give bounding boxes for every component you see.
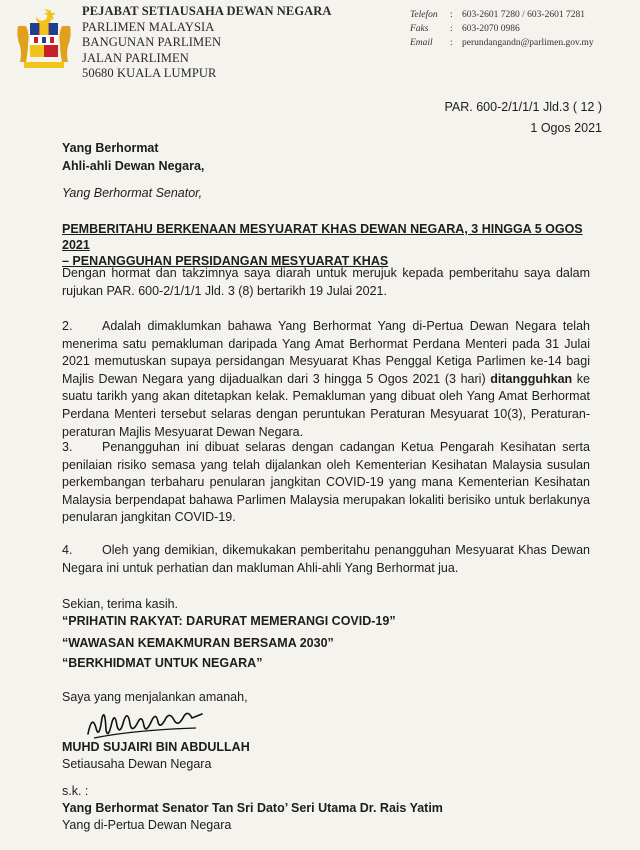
office-address	[82, 4, 332, 82]
contact-phone	[410, 8, 594, 22]
office-line: PARLIMEN MALAYSIA	[82, 19, 215, 34]
coat-of-arms-icon	[14, 6, 74, 72]
contact-label: Email	[410, 38, 433, 48]
cc-name: Yang Berhormat Senator Tan Sri Dato’ Seri Utama Dr. Rais Yatim	[62, 801, 443, 815]
contact-separator: :	[450, 24, 453, 34]
cc-label: s.k. :	[62, 784, 89, 798]
paragraph-emphasis: ditangguhkan	[490, 371, 573, 386]
signer-block	[62, 739, 250, 773]
paragraph-number: 4.	[62, 543, 73, 557]
paragraph-text: Adalah dimaklumkan bahawa Yang Berhormat Yang di-Pertua Dewan Negara telah menerima satu pemakluman daripada Yang Amat Berhormat Perdana Menteri pada 31 Julai 2021 memutuskan supaya persidangan Mesyuarat Khas Penggal Ketiga Parlimen ke-14 bagi Majlis Dewan Negara yang dijadualkan dari 3 hingga 5 Ogos 2021 (3 hari)	[62, 319, 590, 386]
signer-title: Setiausaha Dewan Negara	[62, 757, 212, 771]
paragraph-text: Oleh yang demikian, dikemukakan pemberitahu penangguhan Mesyuarat Khas Dewan Negara ini untuk perhatian dan makluman Ahli-ahli Yang Berhormat jua.	[62, 543, 590, 575]
contact-value: 603-2070 0986	[462, 24, 520, 34]
contact-value: 603-2601 7280 / 603-2601 7281	[462, 10, 585, 20]
slogan: “BERKHIDMAT UNTUK NEGARA”	[62, 656, 263, 670]
paragraph-number: 3.	[62, 440, 73, 454]
sign-off: Saya yang menjalankan amanah,	[62, 690, 248, 704]
paragraph-3	[62, 439, 590, 527]
letter-date: 1 Ogos 2021	[530, 121, 602, 135]
contact-separator: :	[450, 38, 453, 48]
contact-separator: :	[450, 10, 453, 20]
slogan: “PRIHATIN RAKYAT: DARURAT MEMERANGI COVID-19”	[62, 614, 396, 628]
office-line: BANGUNAN PARLIMEN	[82, 35, 222, 49]
office-line: PEJABAT SETIAUSAHA DEWAN NEGARA	[82, 4, 332, 18]
addressee	[62, 139, 204, 175]
office-line: 50680 KUALA LUMPUR	[82, 66, 217, 80]
reference-number: PAR. 600-2/1/1/1 Jld.3 ( 12 )	[444, 100, 602, 114]
paragraph-4	[62, 542, 590, 577]
contact-block	[410, 8, 594, 50]
reference-block	[445, 97, 603, 139]
closing-line: Sekian, terima kasih.	[62, 597, 179, 611]
paragraph-intro: Dengan hormat dan takzimnya saya diarah untuk merujuk kepada pemberitahu saya dalam rujukan PAR. 600-2/1/1/1 Jld. 3 (8) bertarikh 19 Julai 2021.	[62, 266, 590, 298]
paragraph-text: ke suatu tarikh yang akan ditetapkan kelak. Pemakluman yang dibuat oleh Yang Amat Berhormat Perdana Menteri tersebut selaras dengan peruntukan Peraturan Mesyuarat 10(3), Peraturan-peraturan Majlis Mesyuarat Dewan Negara.	[62, 371, 590, 439]
office-line: JALAN PARLIMEN	[82, 50, 189, 65]
slogan: “WAWASAN KEMAKMURAN BERSAMA 2030”	[62, 636, 334, 650]
paragraph-2	[62, 318, 590, 441]
contact-value: perundangandn@parlimen.gov.my	[462, 38, 594, 48]
paragraph-number: 2.	[62, 319, 73, 333]
contact-label: Faks	[410, 24, 429, 34]
contact-fax	[410, 22, 594, 36]
addressee-line: Yang Berhormat	[62, 141, 159, 155]
addressee-line: Ahli-ahli Dewan Negara,	[62, 159, 205, 173]
salutation: Yang Berhormat Senator,	[62, 186, 203, 200]
subject-line: – PENANGGUHAN PERSIDANGAN MESYUARAT KHAS	[62, 254, 389, 268]
contact-label: Telefon	[410, 10, 438, 20]
cc-title: Yang di-Pertua Dewan Negara	[62, 818, 232, 832]
subject-line: PEMBERITAHU BERKENAAN MESYUARAT KHAS DEWAN NEGARA, 3 HINGGA 5 OGOS 2021	[62, 222, 583, 252]
cc-block	[62, 783, 443, 834]
subject-title	[62, 221, 602, 269]
signer-name: MUHD SUJAIRI BIN ABDULLAH	[62, 740, 250, 754]
paragraph-text: Penangguhan ini dibuat selaras dengan cadangan Ketua Pengarah Kesihatan serta penilaian risiko semasa yang telah dijalankan oleh Kementerian Kesihatan Malaysia susulan perkembangan terbaharu penularan jangkitan COVID-19 yang mana Kementerian Kesihatan Malaysia berpendapat bahawa Parlimen Malaysia merupakan lokaliti berisiko untuk berlakunya penularan jangkitan COVID-19.	[62, 440, 590, 525]
contact-email	[410, 36, 594, 50]
